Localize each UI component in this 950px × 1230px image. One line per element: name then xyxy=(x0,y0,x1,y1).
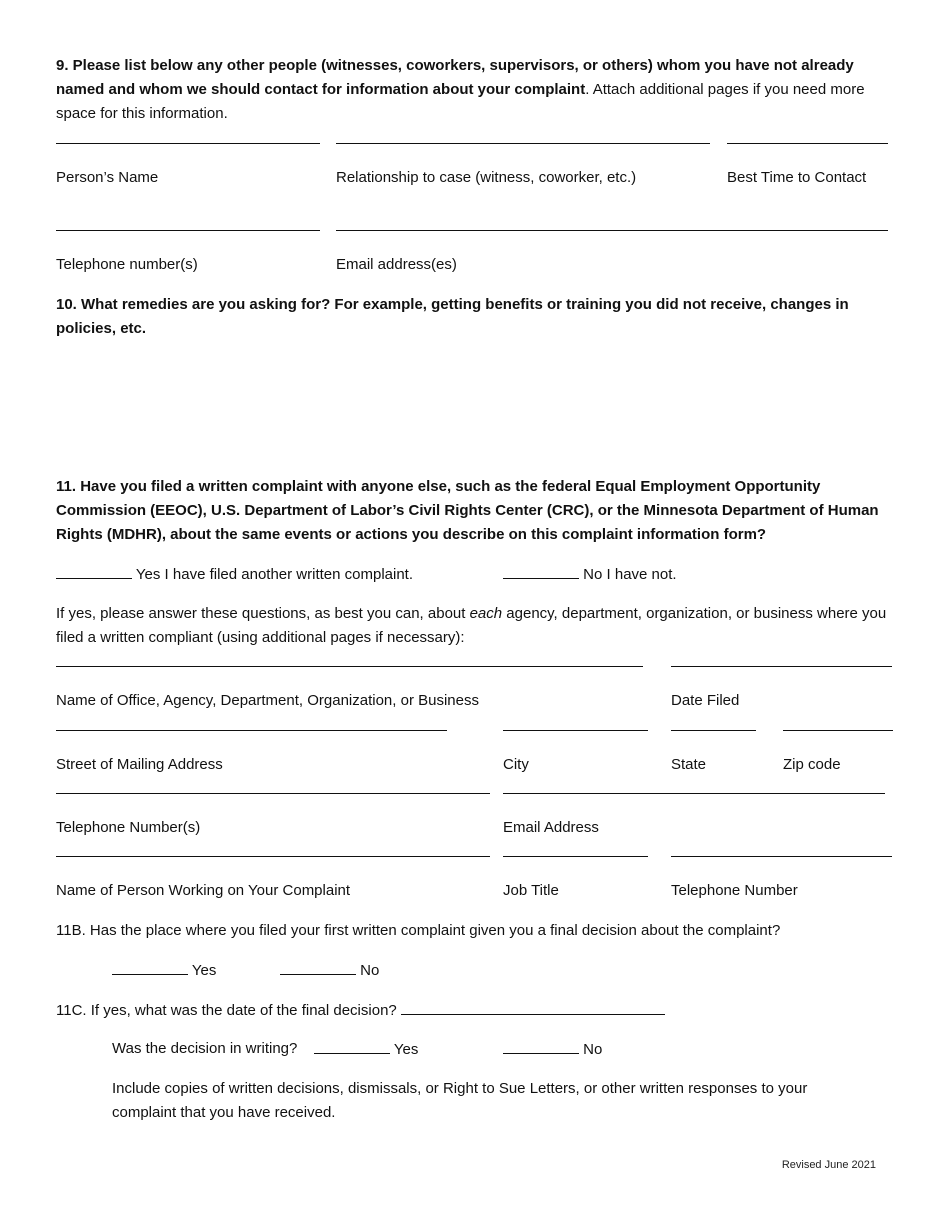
remedies-answer-area[interactable] xyxy=(56,345,892,465)
zip-field[interactable] xyxy=(783,730,893,731)
q11b-yes-label: Yes xyxy=(191,962,217,979)
best-time-label: Best Time to Contact xyxy=(727,169,867,186)
q9-rest: . Attach additional pages if you need more space for this information. xyxy=(56,81,865,122)
person-name-label: Person’s Name xyxy=(56,169,159,186)
q11-no-option[interactable] xyxy=(503,562,677,587)
q11b-no-option[interactable] xyxy=(280,958,379,983)
email-address-label: Email Address xyxy=(503,819,599,836)
q11-yes-label: Yes I have filed another written complaint. xyxy=(135,566,414,583)
q9-text xyxy=(56,54,896,126)
state-field[interactable] xyxy=(671,730,756,731)
relationship-label: Relationship to case (witness, coworker, etc.) xyxy=(336,169,637,186)
relationship-field[interactable] xyxy=(336,143,710,144)
person-working-label: Name of Person Working on Your Complaint xyxy=(56,882,351,899)
q11c-text: 11C. If yes, what was the date of the final decision? xyxy=(56,1002,397,1019)
q11b-no-label: No xyxy=(360,962,380,979)
telephone-label: Telephone number(s) xyxy=(56,256,198,273)
q11b-no-blank[interactable] xyxy=(280,958,356,975)
state-label: State xyxy=(671,756,707,773)
q10-text: 10. What remedies are you asking for? For example, getting benefits or training you did not receive, changes in policies, etc. xyxy=(56,296,849,337)
job-title-field[interactable] xyxy=(503,856,648,857)
phone-number-label: Telephone Number xyxy=(671,882,798,899)
zip-label: Zip code xyxy=(783,756,841,773)
street-label: Street of Mailing Address xyxy=(56,756,223,773)
q11-no-blank[interactable] xyxy=(503,562,579,579)
person-working-field[interactable] xyxy=(56,856,490,857)
revision-footer: Revised June 2021 xyxy=(781,1159,876,1171)
email-field[interactable] xyxy=(336,230,888,231)
q11c-writing-question: Was the decision in writing? xyxy=(112,1040,298,1057)
email-address-field[interactable] xyxy=(503,793,885,794)
telephone-field[interactable] xyxy=(56,230,320,231)
street-field[interactable] xyxy=(56,730,447,731)
telephone-numbers-label: Telephone Number(s) xyxy=(56,819,201,836)
q11c-yes-option[interactable] xyxy=(314,1037,418,1062)
date-filed-field[interactable] xyxy=(671,666,892,667)
q11c-yes-blank[interactable] xyxy=(314,1037,390,1054)
job-title-label: Job Title xyxy=(503,882,559,899)
q11-text: 11. Have you filed a written complaint with anyone else, such as the federal Equal Employment Opportunity Commission (EEOC), U.S. Department of Labor’s Civil Rights Center (CRC), or the Minnesota Department of Human Rights (MDHR), about the same events or actions you describe on this complaint information form? xyxy=(56,478,879,543)
q11-ifyes-text xyxy=(56,602,896,650)
best-time-field[interactable] xyxy=(727,143,888,144)
phone-number-field[interactable] xyxy=(671,856,892,857)
q9-bold: 9. Please list below any other people (witnesses, coworkers, supervisors, or others) whom you have not already named and whom we should contact for information about your complaint xyxy=(56,57,854,98)
q11-ifyes-pre: If yes, please answer these questions, as best you can, about xyxy=(56,605,470,622)
telephone-numbers-field[interactable] xyxy=(56,793,490,794)
q11c-no-label: No xyxy=(583,1041,603,1058)
q11-ifyes-em: each xyxy=(469,605,503,622)
decision-date-field[interactable] xyxy=(401,998,665,1015)
q11-yes-blank[interactable] xyxy=(56,562,132,579)
q11c-no-blank[interactable] xyxy=(503,1037,579,1054)
city-field[interactable] xyxy=(503,730,648,731)
person-name-field[interactable] xyxy=(56,143,320,144)
q11b-yes-blank[interactable] xyxy=(112,958,188,975)
date-filed-label: Date Filed xyxy=(671,692,740,709)
q11-ifyes-post: agency, department, organization, or business where you filed a written compliant (using additional pages if necessary): xyxy=(56,605,887,646)
q11b-text: 11B. Has the place where you filed your first written complaint given you a final decision about the complaint? xyxy=(56,922,781,939)
q11c-include-note: Include copies of written decisions, dismissals, or Right to Sue Letters, or other written responses to your complaint that you have received. xyxy=(112,1080,808,1121)
q11-yes-option[interactable] xyxy=(56,562,413,587)
q11-no-label: No I have not. xyxy=(583,566,677,583)
city-label: City xyxy=(503,756,529,773)
q11c-line xyxy=(56,998,665,1023)
q11c-yes-label: Yes xyxy=(393,1041,419,1058)
office-name-label: Name of Office, Agency, Department, Organization, or Business xyxy=(56,692,479,709)
office-name-field[interactable] xyxy=(56,666,643,667)
q11b-yes-option[interactable] xyxy=(112,958,216,983)
q11c-no-option[interactable] xyxy=(503,1037,602,1062)
email-label: Email address(es) xyxy=(336,256,457,273)
